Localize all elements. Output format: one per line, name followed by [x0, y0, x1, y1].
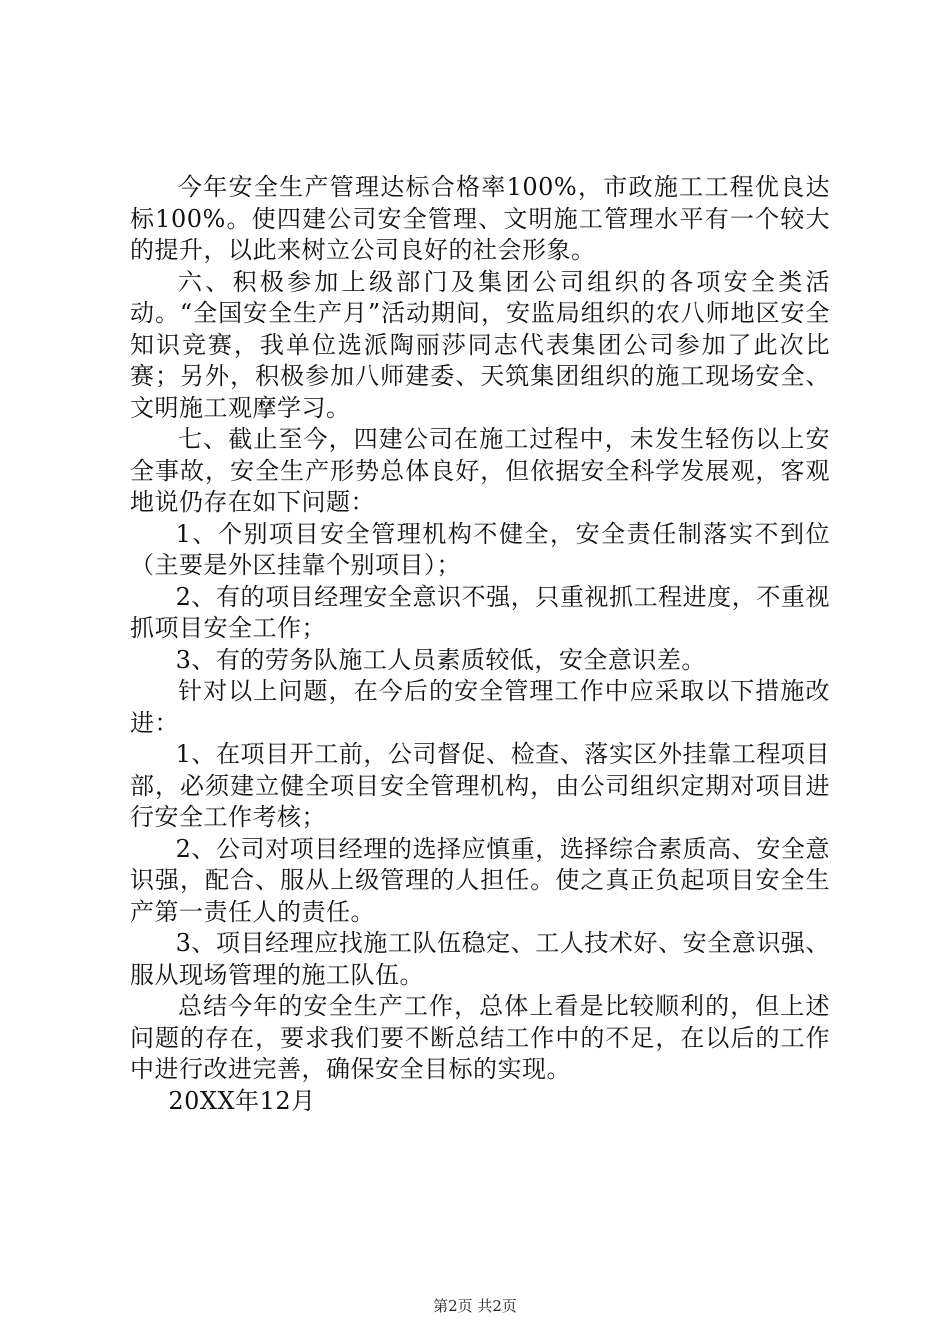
page-number-label: 第2页 共2页 [433, 1297, 517, 1315]
paragraph-summary-rate: 今年安全生产管理达标合格率100%，市政施工工程优良达标100%。使四建公司安全管理、文明施工管理水平有一个较大的提升，以此来树立公司良好的社会形象。 [130, 173, 830, 264]
document-date: 20XX年12月 [168, 1086, 316, 1115]
paragraph-measure-1: 1、在项目开工前，公司督促、检查、落实区外挂靠工程项目部，必须建立健全项目安全管理机构，由公司组织定期对项目进行安全工作考核； [130, 740, 830, 831]
paragraph-section-six: 六、积极参加上级部门及集团公司组织的各项安全类活动。“全国安全生产月”活动期间，安监局组织的农八师地区安全知识竞赛，我单位选派陶丽莎同志代表集团公司参加了此次比赛；另外，积极参加八师建委、天筑集团组织的施工现场安全、文明施工观摩学习。 [130, 267, 830, 422]
paragraph-problem-2: 2、有的项目经理安全意识不强，只重视抓工程进度，不重视抓项目安全工作； [130, 582, 830, 642]
paragraph-measure-3: 3、项目经理应找施工队伍稳定、工人技术好、安全意识强、服从现场管理的施工队伍。 [130, 929, 830, 989]
document-body [130, 172, 830, 1117]
page-footer [0, 1296, 950, 1316]
paragraph-problem-3: 3、有的劳务队施工人员素质较低，安全意识差。 [175, 645, 706, 674]
paragraph-problem-1: 1、个别项目安全管理机构不健全，安全责任制落实不到位（主要是外区挂靠个别项目）； [130, 519, 830, 579]
paragraph-measures-intro: 针对以上问题，在今后的安全管理工作中应采取以下措施改进： [130, 677, 830, 737]
paragraph-measure-2: 2、公司对项目经理的选择应慎重，选择综合素质高、安全意识强，配合、服从上级管理的人担任。使之真正负起项目安全生产第一责任人的责任。 [130, 834, 830, 926]
paragraph-conclusion: 总结今年的安全生产工作，总体上看是比较顺利的，但上述问题的存在，要求我们要不断总结工作中的不足，在以后的工作中进行改进完善，确保安全目标的实现。 [130, 992, 830, 1083]
paragraph-section-seven: 七、截止至今，四建公司在施工过程中，未发生轻伤以上安全事故，安全生产形势总体良好，但依据安全科学发展观，客观地说仍存在如下问题： [130, 425, 830, 516]
